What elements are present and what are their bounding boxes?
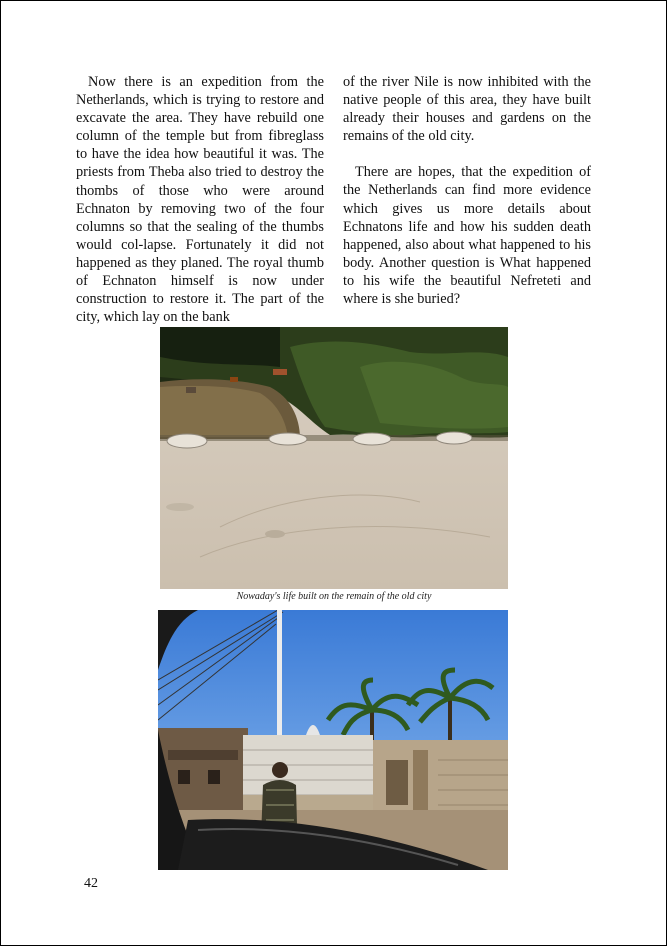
text-column-left bbox=[76, 73, 324, 326]
paragraph-hopes: There are hopes, that the expedition of the Netherlands can find more evidence which gives us more details about Echnatons life and how his sudden death happened, also about what happened to his body. Another question is What happened to his wife the beautiful Nefreteti and where is she buried? bbox=[343, 164, 591, 308]
page-number: 42 bbox=[84, 876, 98, 891]
paragraph-continuation: of the river Nile is now inhibited with the native people of this area, they have built already their houses and gardens on the remains of the old city. bbox=[343, 74, 591, 145]
text-column-right bbox=[343, 73, 591, 308]
paragraph-expedition: Now there is an expedition from the Netherlands, which is trying to restore and excavate the area. They have rebuild one column of the temple but from fibreglass to have the idea how beautiful it was. The priests from Theba also tried to destroy the thombs of those who were around Echnaton by removing two of the four columns so that the sealing of the thumbs would col-lapse. Fortunately it did not happened as they planed. The royal thumb of Echnaton himself is now under construction to restore it. The part of the city, which lay on the bank bbox=[76, 74, 324, 326]
photo-column-bases-image bbox=[160, 327, 508, 589]
photo-caption: Nowaday's life built on the remain of the old city bbox=[236, 591, 432, 602]
photo-village-street-image bbox=[158, 610, 508, 870]
photo-village-street bbox=[158, 610, 508, 870]
photo-column-bases bbox=[160, 327, 508, 589]
